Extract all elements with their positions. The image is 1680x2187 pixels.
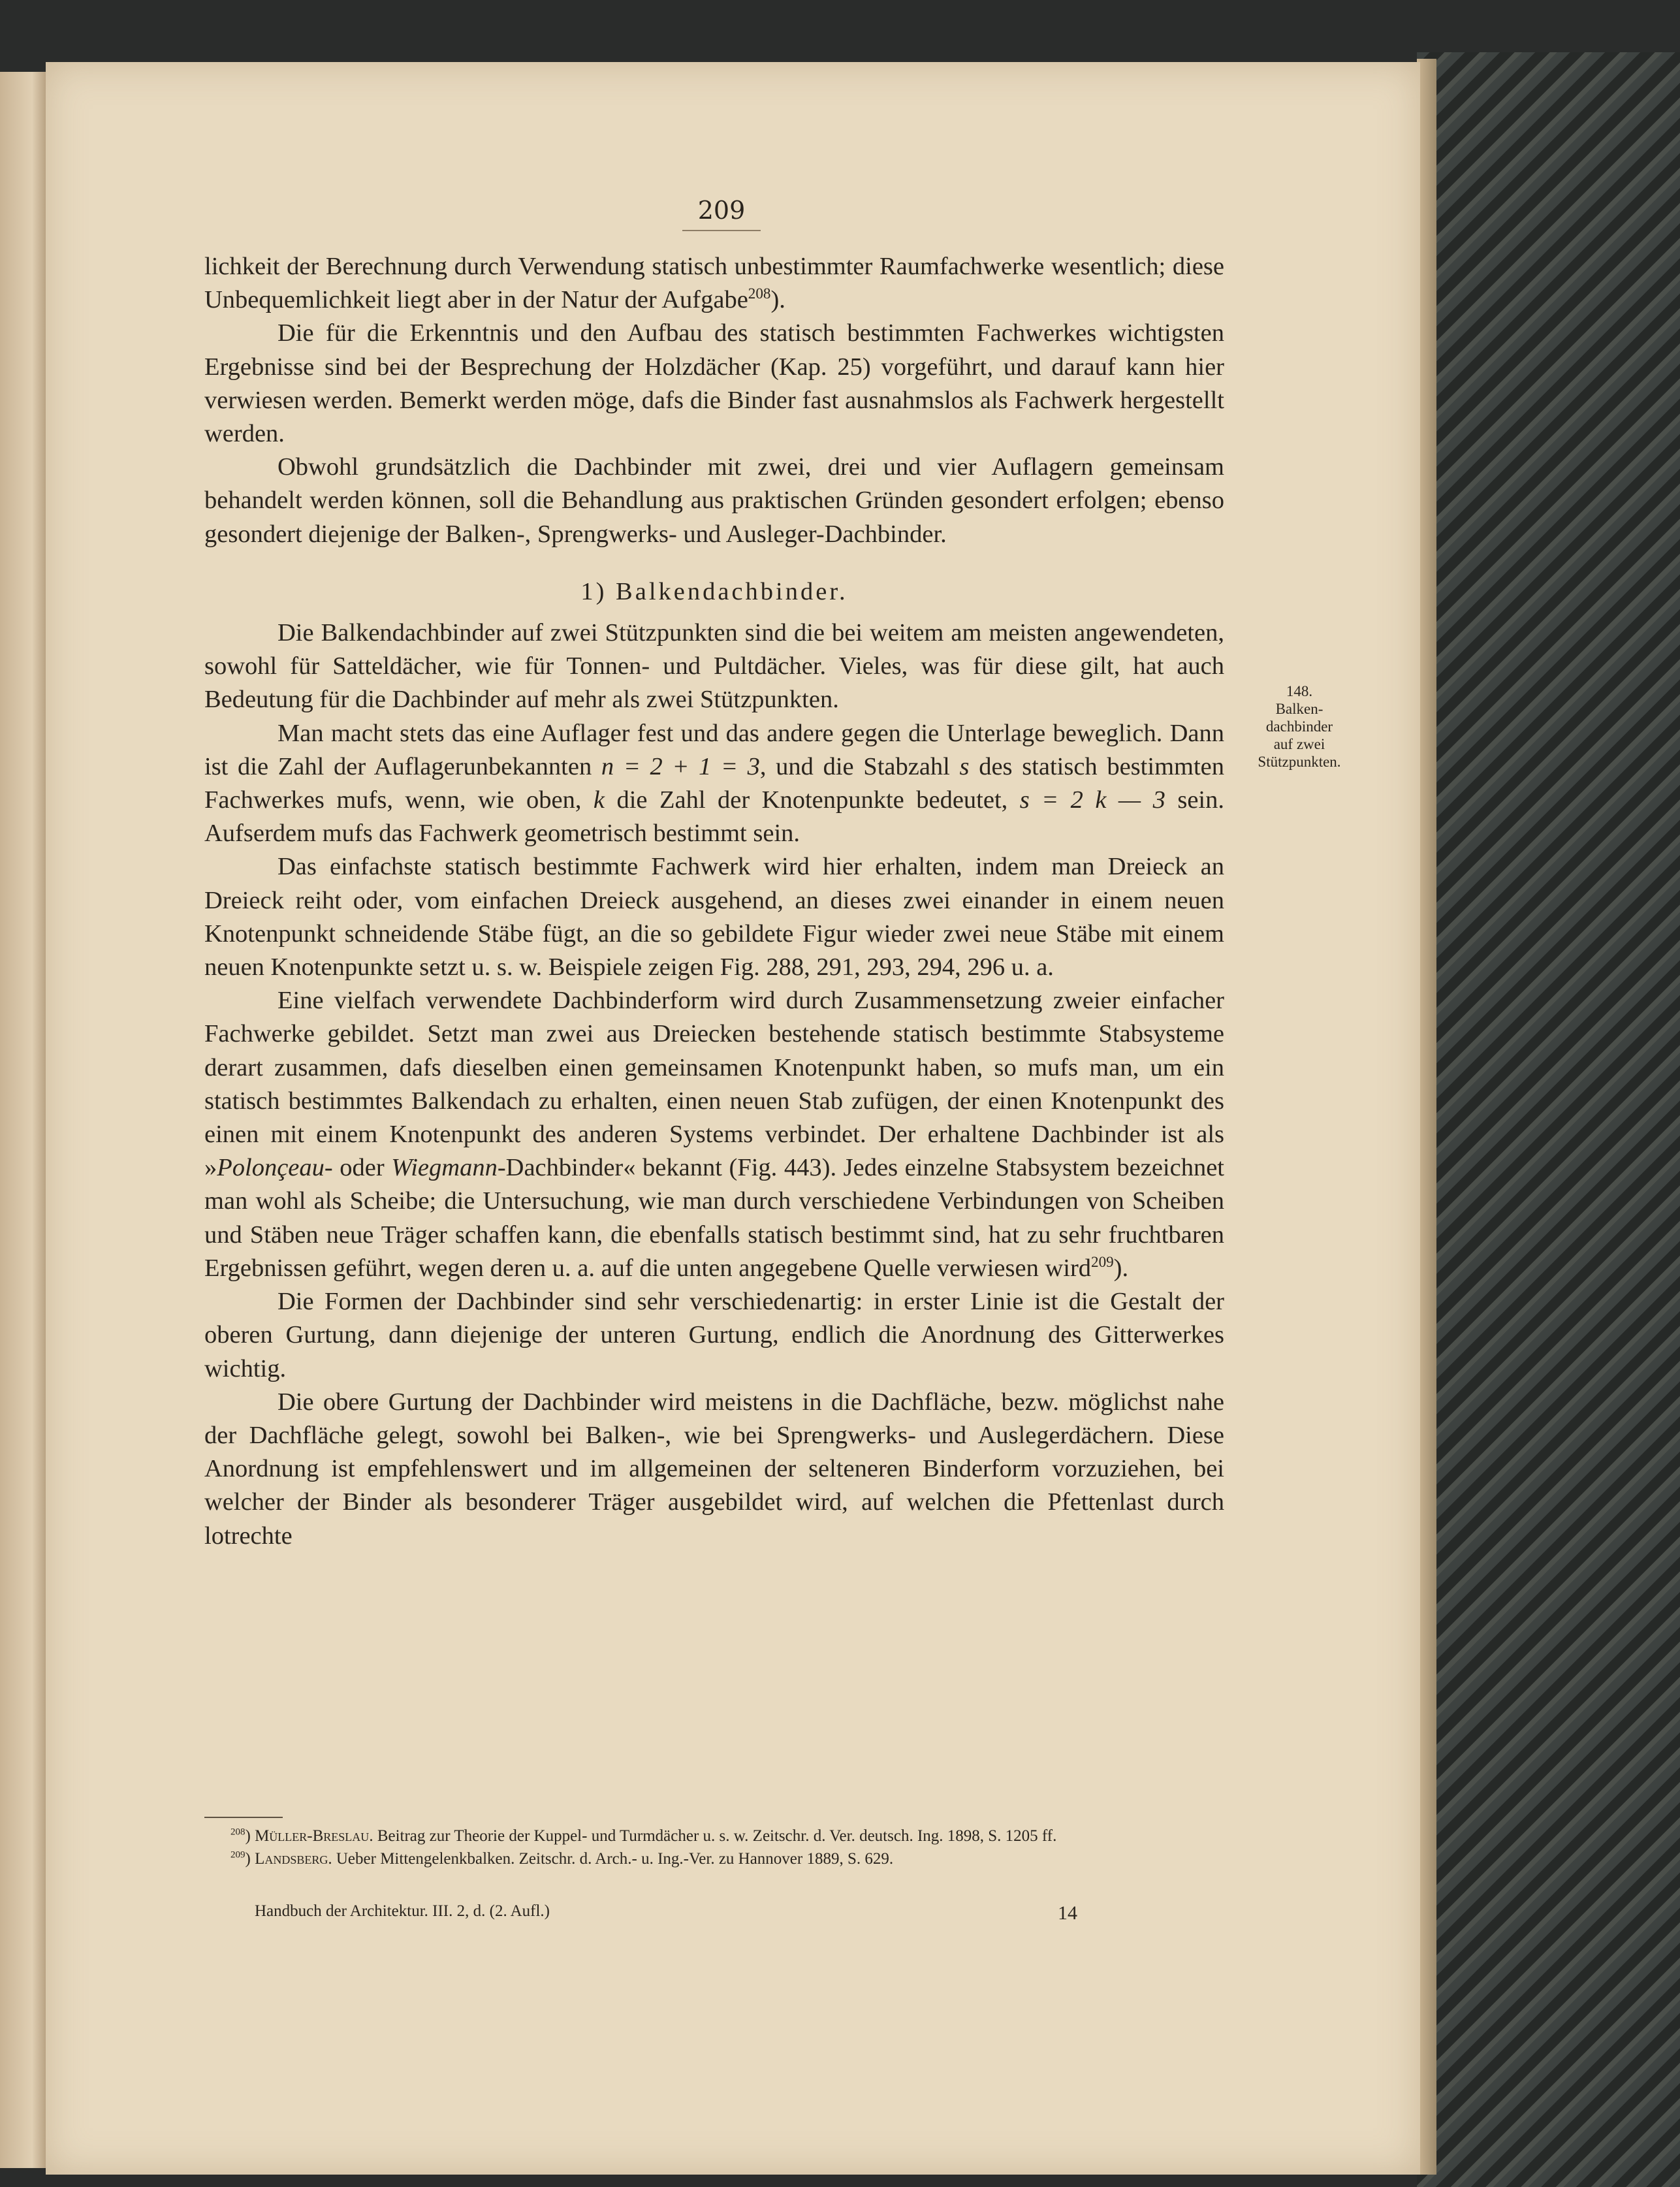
signature-number: 14 — [1058, 1902, 1077, 1924]
paragraph-8: Die Formen der Dachbinder sind sehr verschiedenartig: in erster Linie ist die Gestalt der oberen Gurtung, dann diejenige der unteren Gurtung, endlich die Anordnung des Gitterwerkes wichtig. — [204, 1288, 1224, 1382]
p5-a: Man macht stets das eine Auflager fest und das andere gegen die Unterlage beweglich. Dann ist die Zahl der Auflagerunbekannten — [204, 719, 1224, 780]
margin-note-line: Balken- — [1275, 701, 1323, 717]
paragraph-2: Die für die Erkenntnis und den Aufbau des statisch bestimmten Fachwerkes wichtigsten Ergebnisse sind bei der Besprechung der Holzdächer (Kap. 25) vorgeführt, und darauf kann hier verwiesen werden. Bemerkt werden möge, dafs die Binder fast ausnahmslos als Fachwerk hergestellt werden. — [204, 319, 1224, 448]
section-heading: 1) Balkendachbinder. — [580, 577, 848, 605]
body-text — [204, 250, 1224, 1553]
footnote-209: $^{209}$) Landsberg. Ueber Mittengelenkbalken. Zeitschr. d. Arch.- u. Ing.-Ver. zu Hannover 1889, S. 629. — [230, 1849, 894, 1868]
p5-b: , und die Stabzahl — [759, 752, 960, 780]
footnote-number: 209 — [230, 1849, 246, 1860]
footnote-ref-208: 208 — [748, 285, 771, 302]
left-page-edge — [0, 72, 46, 2168]
paragraph-3: Obwohl grundsätzlich die Dachbinder mit zwei, drei und vier Auflagern gemeinsam behandelt werden können, soll die Behandlung aus praktischen Gründen gesondert erfolgen; ebenso gesondert diejenige der Balken-, Sprengwerks- und Ausleger-Dachbinder. — [204, 453, 1224, 548]
book-binding — [1417, 52, 1680, 2187]
footnote-author: Müller-Breslau — [255, 1827, 370, 1845]
paragraph-7 — [204, 984, 1224, 1285]
p1-text: lichkeit der Berechnung durch Verwendung statisch unbestimmter Raumfachwerke wesentlich; diese Unbequemlichkeit liegt aber in der Natur der Aufgabe — [204, 253, 1224, 314]
footnotes — [204, 1825, 1224, 1870]
margin-note — [1250, 682, 1348, 771]
margin-note-number: 148. — [1286, 683, 1313, 699]
p7-b: - oder — [324, 1154, 392, 1182]
paragraph-1 — [204, 250, 1224, 317]
footnote-208: $^{208}$) Müller-Breslau. Beitrag zur Theorie der Kuppel- und Turmdächer u. s. w. Zeitschr. d. Ver. deutsch. Ing. 1898, S. 1205 ff. — [230, 1827, 1057, 1845]
p5-c: des statisch bestimmten Fachwerkes mufs, wenn, wie oben, — [204, 752, 1224, 814]
footnote-number: 208 — [230, 1827, 246, 1838]
paragraph-9: Die obere Gurtung der Dachbinder wird meistens in die Dachfläche, bezw. möglichst nahe der Dachfläche gelegt, sowohl bei Balken-, wie bei Sprengwerks- und Auslegerdächern. Diese Anordnung ist empfehlenswert und im allgemeinen der selteneren Binderform vorzuziehen, bei welcher der Binder als besonderer Träger ausgebildet wird, auf welchen die Pfettenlast durch lotrechte — [204, 1388, 1224, 1550]
p5-d: die Zahl der Knotenpunkte bedeutet, — [605, 786, 1020, 814]
margin-note-line: dachbinder — [1265, 718, 1333, 735]
symbol-s: s — [959, 752, 970, 780]
margin-note-line: auf zwei — [1273, 736, 1325, 752]
footnote-author: Landsberg — [255, 1850, 328, 1868]
name-polonceau: Polonçeau — [217, 1154, 325, 1182]
paragraph-4: Die Balkendachbinder auf zwei Stützpunkten sind die bei weitem am meisten angewendeten, sowohl für Satteldächer, wie für Tonnen- und Pultdächer. Vieles, was für diese gilt, hat auch Bedeutung für die Dachbinder auf mehr als zwei Stützpunkten. — [204, 619, 1224, 714]
signature-title: Handbuch der Architektur. III. 2, d. (2. Aufl.) — [255, 1902, 550, 1920]
margin-note-line: Stützpunkten. — [1258, 754, 1341, 770]
symbol-k: k — [593, 786, 605, 814]
footnote-ref-209: 209 — [1091, 1253, 1114, 1271]
equation-s: s = 2 k — 3 — [1019, 786, 1165, 814]
p7-c: -Dachbinder« bekannt (Fig. 443). Jedes einzelne Stabsystem bezeichnet man wohl als Scheibe; die Untersuchung, wie man durch verschiedene Verbindungen von Scheiben und Stäben neue Träger schaffen kann, die ebenfalls statisch bestimmt sind, hat zu sehr fruchtbaren Ergebnissen geführt, wegen deren u. a. auf die unten angegebene Quelle verwiesen wird — [204, 1154, 1224, 1282]
equation-n: n = 2 + 1 = 3 — [601, 752, 760, 780]
page-number: 209 — [682, 196, 761, 231]
paragraph-5 — [204, 717, 1224, 851]
p5-e: sein. Aufserdem mufs das Fachwerk geometrisch bestimmt sein. — [204, 786, 1224, 848]
signature-line — [255, 1902, 1169, 1924]
footnote-rule — [204, 1817, 283, 1818]
p1-after: ). — [770, 286, 785, 314]
p7-d: ). — [1113, 1254, 1129, 1282]
footnote-text: . Beitrag zur Theorie der Kuppel- und Turmdächer u. s. w. Zeitschr. d. Ver. deutsch. Ing. 1898, S. 1205 ff. — [369, 1827, 1057, 1845]
p7-a: Eine vielfach verwendete Dachbinderform wird durch Zusammensetzung zweier einfacher Fachwerke gebildet. Setzt man zwei aus Dreiecken bestehende statisch bestimmte Stabsysteme derart zusammen, dafs dieselben einen gemeinsamen Knotenpunkt haben, so mufs man, um ein statisch bestimmtes Balkendach zu erhalten, einen neuen Stab zufügen, der einen Knotenpunkt des einen mit einem Knotenpunkt des anderen Systems verbindet. Der erhaltene Dachbinder ist als » — [204, 987, 1224, 1182]
paragraph-6: Das einfachste statisch bestimmte Fachwerk wird hier erhalten, indem man Dreieck an Dreieck reiht oder, vom einfachen Dreieck ausgehend, an dieses zwei einander in einem neuen Knotenpunkt schneidende Stäbe fügt, an die so gebildete Figur wieder zwei neue Stäbe mit einem neuen Knotenpunkte setzt u. s. w. Beispiele zeigen Fig. 288, 291, 293, 294, 296 u. a. — [204, 853, 1224, 982]
footnote-text: . Ueber Mittengelenkbalken. Zeitschr. d. Arch.- u. Ing.-Ver. zu Hannover 1889, S. 629. — [328, 1850, 894, 1868]
name-wiegmann: Wiegmann — [391, 1154, 498, 1182]
